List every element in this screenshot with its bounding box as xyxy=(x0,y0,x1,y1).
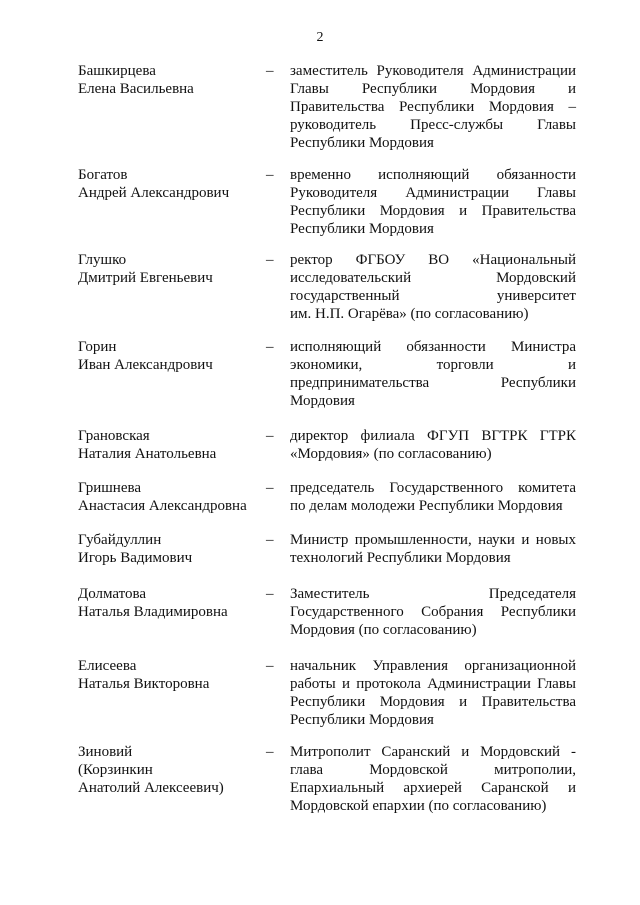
dash-separator: – xyxy=(266,480,274,496)
position-line: Государственного Собрания Республики xyxy=(290,604,576,620)
person-name-line: Игорь Вадимович xyxy=(78,550,193,566)
position-line: Мордовия xyxy=(290,393,355,409)
position-description xyxy=(290,251,576,323)
position-line: ректор ФГБОУ ВО «Национальный xyxy=(290,252,576,268)
person-name-line: Дмитрий Евгеньевич xyxy=(78,270,213,286)
position-description xyxy=(290,427,576,463)
position-line: Заместитель Председателя xyxy=(290,586,576,602)
person-name-line: Грановская xyxy=(78,428,150,444)
position-line: Мордовия (по согласованию) xyxy=(290,622,477,638)
person-name-line: Елисеева xyxy=(78,658,137,674)
person-name xyxy=(78,62,263,98)
dash-separator: – xyxy=(266,428,274,444)
position-line: им. Н.П. Огарёва» (по согласованию) xyxy=(290,306,529,322)
position-line: директор филиала ФГУП ВГТРК ГТРК xyxy=(290,428,576,444)
dash-separator: – xyxy=(266,532,274,548)
position-line: предпринимательства Республики xyxy=(290,375,576,391)
position-line: исследовательский Мордовский xyxy=(290,270,576,286)
person-name xyxy=(78,743,263,797)
dash-separator: – xyxy=(266,339,274,355)
person-name xyxy=(78,427,263,463)
position-description xyxy=(290,479,576,515)
position-line: технологий Республики Мордовия xyxy=(290,550,511,566)
person-name-line: Долматова xyxy=(78,586,147,602)
position-line: Республики Мордовия xyxy=(290,221,434,237)
position-line: Руководителя Администрации Главы xyxy=(290,185,576,201)
position-line: Республики Мордовия и Правительства xyxy=(290,203,576,219)
position-line: Республики Мордовия xyxy=(290,135,434,151)
person-name-line: Богатов xyxy=(78,167,128,183)
person-name xyxy=(78,251,263,287)
position-description xyxy=(290,657,576,729)
person-name-line: Горин xyxy=(78,339,117,355)
position-description xyxy=(290,531,576,567)
person-name xyxy=(78,338,263,374)
dash-separator: – xyxy=(266,744,274,760)
person-name-line: Елена Васильевна xyxy=(78,81,194,97)
position-line: Республики Мордовия xyxy=(290,712,434,728)
position-line: руководитель Пресс-службы Главы xyxy=(290,117,576,133)
dash-separator: – xyxy=(266,586,274,602)
position-description xyxy=(290,166,576,238)
position-description xyxy=(290,585,576,639)
position-line: заместитель Руководителя Администрации xyxy=(290,63,576,79)
position-line: исполняющий обязанности Министра xyxy=(290,339,576,355)
person-name-line: Анатолий Алексеевич) xyxy=(78,780,224,796)
position-line: работы и протокола Администрации Главы xyxy=(290,676,576,692)
position-line: председатель Государственного комитета xyxy=(290,480,576,496)
person-name-line: Губайдуллин xyxy=(78,532,162,548)
person-name-line: Башкирцева xyxy=(78,63,156,79)
position-line: начальник Управления организационной xyxy=(290,658,576,674)
position-line: по делам молодежи Республики Мордовия xyxy=(290,498,563,514)
dash-separator: – xyxy=(266,63,274,79)
person-name-line: Андрей Александрович xyxy=(78,185,230,201)
person-name-line: Наталья Владимировна xyxy=(78,604,228,620)
person-name-line: Зиновий xyxy=(78,744,133,760)
position-description xyxy=(290,338,576,410)
page-number: 2 xyxy=(316,30,324,45)
person-name-line: Наталия Анатольевна xyxy=(78,446,217,462)
dash-separator: – xyxy=(266,252,274,268)
position-line: «Мордовия» (по согласованию) xyxy=(290,446,492,462)
person-name xyxy=(78,585,263,621)
position-line: Министр промышленности, науки и новых xyxy=(290,532,576,548)
person-name xyxy=(78,479,263,515)
position-line: Республики Мордовия и Правительства xyxy=(290,694,576,710)
position-line: Мордовской епархии (по согласованию) xyxy=(290,798,547,814)
position-line: Митрополит Саранский и Мордовский - xyxy=(290,744,576,760)
position-line: временно исполняющий обязанности xyxy=(290,167,576,183)
person-name-line: Иван Александрович xyxy=(78,357,213,373)
position-line: глава Мордовской митрополии, xyxy=(290,762,576,778)
position-line: экономики, торговли и xyxy=(290,357,576,373)
dash-separator: – xyxy=(266,658,274,674)
person-name-line: Наталья Викторовна xyxy=(78,676,210,692)
dash-separator: – xyxy=(266,167,274,183)
person-name xyxy=(78,657,263,693)
person-name-line: Гришнева xyxy=(78,480,142,496)
person-name-line: Анастасия Александровна xyxy=(78,498,247,514)
position-line: государственный университет xyxy=(290,288,576,304)
person-name xyxy=(78,531,263,567)
position-line: Главы Республики Мордовия и xyxy=(290,81,576,97)
position-line: Епархиальный архиерей Саранской и xyxy=(290,780,576,796)
position-description xyxy=(290,743,576,815)
person-name-line: Глушко xyxy=(78,252,127,268)
person-name xyxy=(78,166,263,202)
person-name-line: (Корзинкин xyxy=(78,762,153,778)
position-line: Правительства Республики Мордовия – xyxy=(290,99,576,115)
position-description xyxy=(290,62,576,152)
